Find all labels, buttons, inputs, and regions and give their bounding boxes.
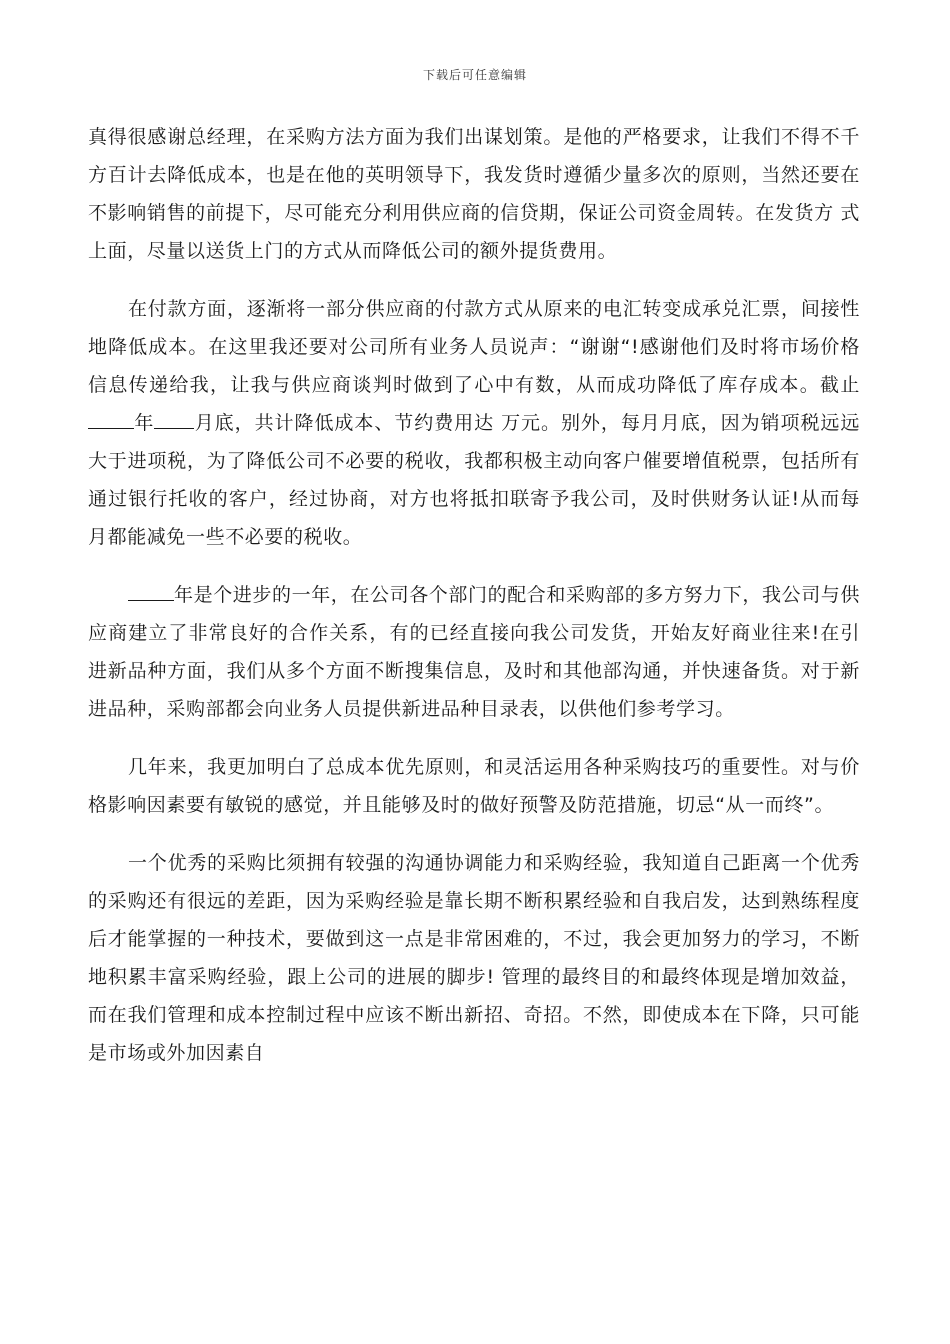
blank-month-field <box>154 406 194 429</box>
paragraph-2 <box>88 290 860 556</box>
paragraph-2-part-3: 月底，共计降低成本、节约费用达 万元。别外，每月月底，因为销项税远远大于进项税，为了降低公司不必要的税收，我都积极主动向客户催要增值税票，包括所有通过银行托收的客户，经过协商，对方也将抵扣联寄予我公司，及时供财务认证!从而每月都能减免一些不必要的税收。 <box>88 412 860 548</box>
paragraph-4: 几年来，我更加明白了总成本优先原则，和灵活运用各种采购技巧的重要性。对与价格影响因素要有敏锐的感觉，并且能够及时的做好预警及防范措施，切忌“从一而终”。 <box>88 756 860 816</box>
blank-year-field <box>128 578 174 601</box>
document-body <box>88 118 860 1092</box>
paragraph-3-text: 年是个进步的一年，在公司各个部门的配合和采购部的多方努力下，我公司与供应商建立了非常良好的合作关系，有的已经直接向我公司发货，开始友好商业往来!在引进新品种方面，我们从多个方面不断搜集信息，及时和其他部沟通，并快速备货。对于新进品种，采购部都会向业务人员提供新进品种目录表，以供他们参考学习。 <box>88 584 861 720</box>
paragraph-3 <box>88 576 860 728</box>
paragraph-1: 真得很感谢总经理，在采购方法方面为我们出谋划策。是他的严格要求，让我们不得不千方百计去降低成本，也是在他的英明领导下，我发货时遵循少量多次的原则，当然还要在不影响销售的前提下，尽可能充分利用供应商的信贷期，保证公司资金周转。在发货方 式上面，尽量以送货上门的方式从而降低公司的额外提货费用。 <box>88 126 860 262</box>
page-header: 下载后可任意编辑 <box>422 68 527 82</box>
paragraph-5: 一个优秀的采购比须拥有较强的沟通协调能力和采购经验，我知道自己距离一个优秀的采购还有很远的差距，因为采购经验是靠长期不断积累经验和自我启发，达到熟练程度后才能掌握的一种技术，要做到这一点是非常困难的，不过，我会更加努力的学习，不断地积累丰富采购经验，跟上公司的进展的脚步! 管理的最终目的和最终体现是增加效益，而在我们管理和成本控制过程中应该不断出新招、奇招。不然，即使成本在下降，只可能是市场或外加因素自 <box>88 852 860 1064</box>
blank-year-field <box>88 406 134 429</box>
paragraph-2-part-1: 在付款方面，逐渐将一部分供应商的付款方式从原来的电汇转变成承兑汇票，间接性地降低成本。在这里我还要对公司所有业务人员说声：“谢谢“!感谢他们及时将市场价格信息传递给我，让我与供应商谈判时做到了心中有数，从而成功降低了库存成本。截止 <box>88 298 860 396</box>
paragraph-2-part-2: 年 <box>134 412 155 434</box>
